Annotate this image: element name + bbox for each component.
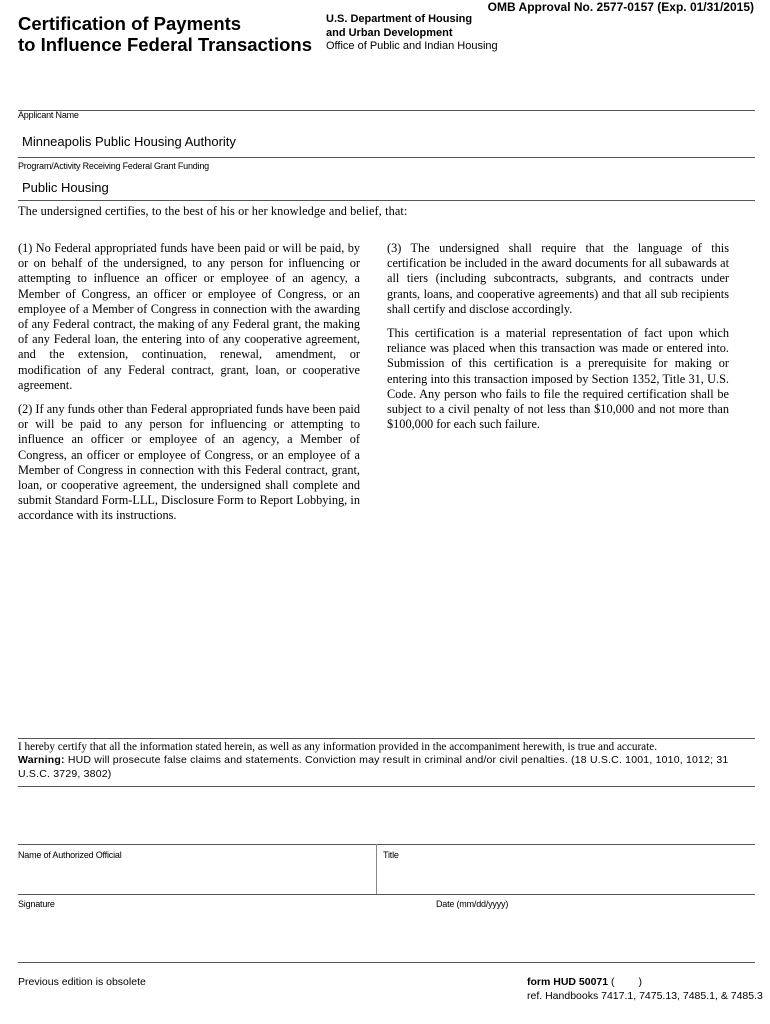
agency-line2: and Urban Development	[326, 26, 453, 39]
applicant-name-label: Applicant Name	[18, 110, 79, 120]
paragraph-2: (2) If any funds other than Federal appropriated funds have been paid or will be paid to any person for influencing or attempting to influence an officer or employee of an agency, a Member of Congress, an officer or employee of Congress, or an employee of a Member of Congress in connection with this Federal contract, grant, loan, or cooperative agreement, the undersigned shall complete and submit Standard Form-LLL, Disclosure Form to Report Lobbying, in accordance with its instructions.	[18, 402, 360, 523]
omb-approval-number: OMB Approval No. 2577-0157 (Exp. 01/31/2015)	[487, 0, 754, 14]
date-field[interactable]	[436, 914, 736, 954]
date-label: Date (mm/dd/yyyy)	[436, 899, 509, 909]
form-number-paren-close: )	[638, 976, 643, 988]
certification-intro: The undersigned certifies, to the best of his or her knowledge and belief, that:	[18, 204, 408, 218]
form-title-line1: Certification of Payments	[18, 13, 242, 34]
program-field[interactable]: Public Housing	[22, 180, 109, 195]
warning-label: Warning:	[18, 754, 65, 766]
form-number-block	[527, 976, 763, 1003]
form-title-line2: to Influence Federal Transactions	[18, 34, 313, 55]
paragraph-3: (3) The undersigned shall require that the language of this certification be included in the award documents for all subawards at all tiers (including subcontracts, subgrants, and contracts under grants, loans, and cooperative agreements) and that all sub recipients shall certify and disclose accordingly.	[387, 241, 729, 316]
paragraph-4: This certification is a material representation of fact upon which reliance was placed when this transaction was made or entered into. Submission of this certification is a prerequisite for making or entering into this transaction imposed by Section 1352, Title 31, U.S. Code. Any person who fails to file the required certification shall be subject to a civil penalty of not less than $10,000 and not more than $100,000 for each such failure.	[387, 326, 729, 432]
form-number: form HUD 50071	[527, 976, 609, 988]
signature-top-rule	[18, 894, 755, 895]
signature-bottom-rule	[18, 962, 755, 963]
certification-block	[18, 741, 733, 781]
program-label: Program/Activity Receiving Federal Grant Funding	[18, 161, 209, 171]
certification-statement: I hereby certify that all the information stated herein, as well as any information provided in the accompaniment herewith, is true and accurate.	[18, 741, 658, 753]
signature-label: Signature	[18, 899, 55, 909]
authorized-official-label: Name of Authorized Official	[18, 850, 122, 860]
form-title	[18, 13, 318, 55]
previous-edition-note: Previous edition is obsolete	[18, 976, 146, 988]
warning-body: HUD will prosecute false claims and statements. Conviction may result in criminal and/or civil penalties. (18 U.S.C. 1001, 1010, 1012; 31 U.S.C. 3729, 3802)	[18, 754, 729, 780]
handbook-references: ref. Handbooks 7417.1, 7475.13, 7485.1, & 7485.3	[527, 989, 763, 1002]
applicant-top-rule	[18, 110, 755, 111]
certification-bottom-rule	[18, 786, 755, 787]
agency-line1: U.S. Department of Housing	[326, 13, 473, 25]
paragraph-1: (1) No Federal appropriated funds have been paid or will be paid, by or on behalf of the undersigned, to any person for influencing or attempting to influence an officer or employee of an agency, a Member of Congress, an officer or employee of Congress, or an employee of a Member of Congress in connection with the awarding of any Federal contract, the making of any Federal grant, the making of any Federal loan, the entering into of any cooperative agreement, and the extension, continuation, renewal, amendment, or modification of any Federal contract, grant, loan, or cooperative agreement.	[18, 241, 360, 392]
name-title-top-rule	[18, 844, 755, 845]
agency-block	[326, 13, 498, 54]
right-column	[387, 241, 729, 432]
title-label: Title	[383, 850, 399, 860]
left-column	[18, 241, 360, 524]
warning-text	[18, 754, 733, 781]
title-field[interactable]	[386, 866, 746, 890]
certification-top-rule	[18, 738, 755, 739]
signature-field[interactable]	[22, 914, 422, 954]
name-title-divider	[376, 844, 377, 894]
form-number-paren-open: (	[611, 976, 615, 988]
program-bottom-rule	[18, 200, 755, 201]
form-number-line	[527, 976, 763, 990]
agency-line3: Office of Public and Indian Housing	[326, 40, 498, 52]
applicant-bottom-rule	[18, 157, 755, 158]
applicant-name-field[interactable]: Minneapolis Public Housing Authority	[22, 134, 236, 149]
authorized-official-field[interactable]	[22, 866, 372, 890]
